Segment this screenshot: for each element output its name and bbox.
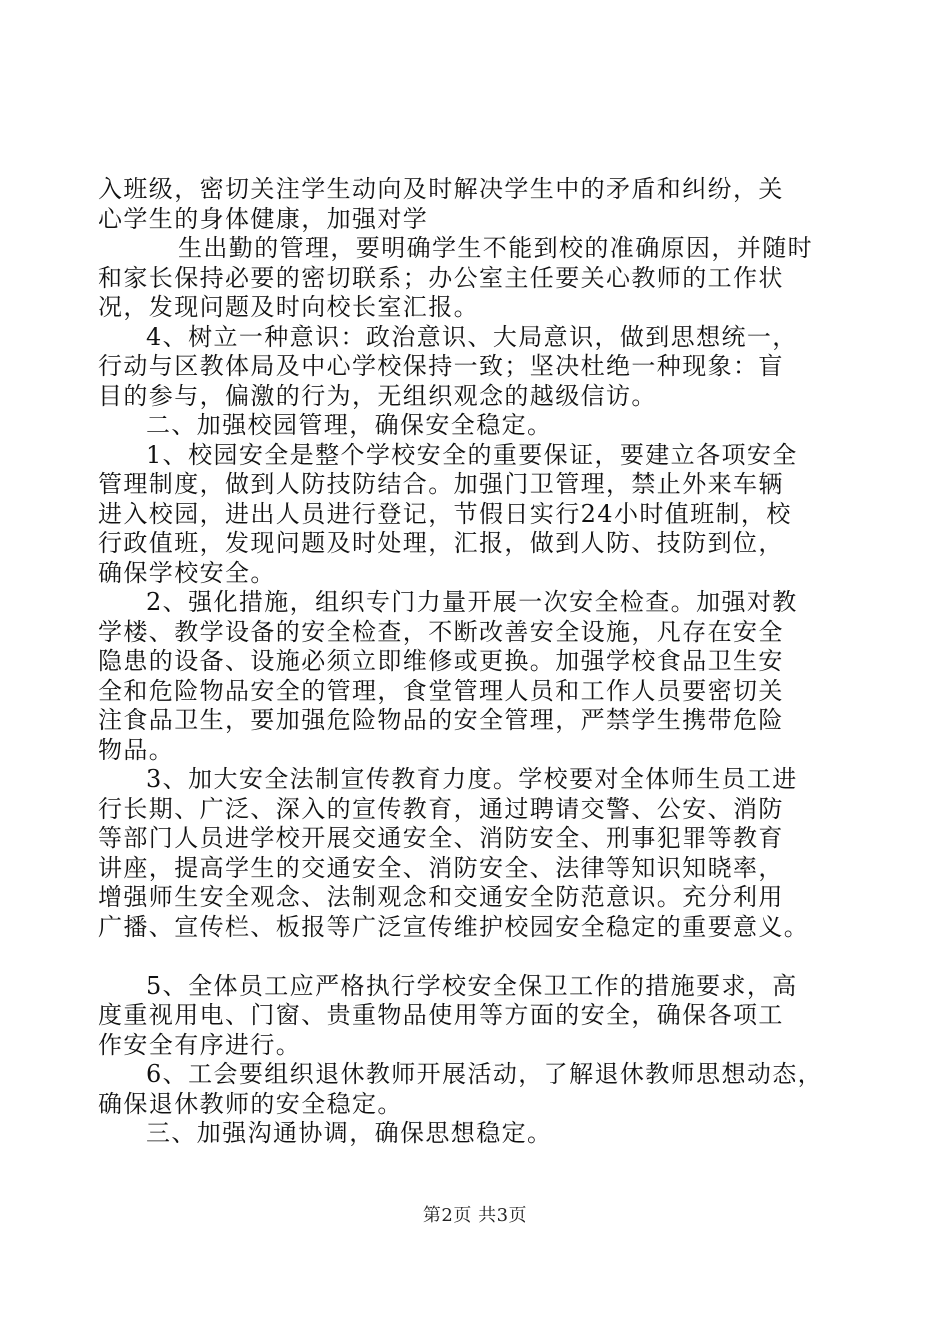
text-line: 确保退休教师的安全稳定。 [98,1089,403,1118]
text-line: 广播、宣传栏、板报等广泛宣传维护校园安全稳定的重要意义。 [98,912,810,941]
text-line: 3、加大安全法制宣传教育力度。学校要对全体师生员工进 [146,765,798,793]
text-line: 行动与区教体局及中心学校保持一致；坚决杜绝一种现象：盲 [98,352,784,380]
text-line: 和家长保持必要的密切联系；办公室主任要关心教师的工作状 [98,263,784,292]
text-line: 行政值班，发现问题及时处理，汇报，做到人防、技防到位， [98,529,784,557]
text-line: 1、校园安全是整个学校安全的重要保证，要建立各项安全 [146,440,798,469]
text-line: 注食品卫生，要加强危险物品的安全管理，严禁学生携带危险 [98,706,784,734]
text-line: 讲座，提高学生的交通安全、消防安全、法律等知识知晓率， [98,853,784,882]
text-line: 2、强化措施，组织专门力量开展一次安全检查。加强对教 [146,588,798,616]
section-heading: 三、加强沟通协调，确保思想稳定。 [146,1119,553,1147]
text-line: 等部门人员进学校开展交通安全、消防安全、刑事犯罪等教育 [98,824,784,852]
text-line: 管理制度，做到人防技防结合。加强门卫管理，禁止外来车辆 [98,470,784,498]
text-line: 况，发现问题及时向校长室汇报。 [98,293,479,321]
text-line: 行长期、广泛、深入的宣传教育，通过聘请交警、公安、消防 [98,794,784,823]
text-line: 4、树立一种意识：政治意识、大局意识，做到思想统一， [146,322,798,351]
text-line: 全和危险物品安全的管理，食堂管理人员和工作人员要密切关 [98,676,784,705]
document-body [98,175,858,1149]
page-number-footer: 第2页 共3页 [422,1205,528,1226]
text-line: 隐患的设备、设施必须立即维修或更换。加强学校食品卫生安 [98,647,784,675]
text-line: 增强师生安全观念、法制观念和交通安全防范意识。充分利用 [98,883,784,911]
text-line: 生出勤的管理，要明确学生不能到校的准确原因，并随时 [178,234,813,262]
paragraph-gap [98,942,858,972]
text-line: 度重视用电、门窗、贵重物品使用等方面的安全，确保各项工 [98,1001,784,1029]
text-line: 目的参与，偏激的行为，无组织观念的越级信访。 [98,381,657,410]
section-heading: 二、加强校园管理，确保安全稳定。 [146,411,553,439]
text-line: 进入校园，进出人员进行登记，节假日实行24小时值班制，校 [98,499,792,528]
text-line: 6、工会要组织退休教师开展活动，了解退休教师思想动态， [146,1060,824,1088]
text-line: 作安全有序进行。 [98,1030,302,1059]
text-line: 心学生的身体健康，加强对学 [98,204,429,233]
text-line: 确保学校安全。 [98,558,276,587]
text-line: 入班级，密切关注学生动向及时解决学生中的矛盾和纠纷，关 [98,175,784,203]
text-line: 5、全体员工应严格执行学校安全保卫工作的措施要求，高 [146,971,798,1000]
text-line: 学楼、教学设备的安全检查，不断改善安全设施，凡存在安全 [98,617,784,646]
text-line: 物品。 [98,735,175,764]
